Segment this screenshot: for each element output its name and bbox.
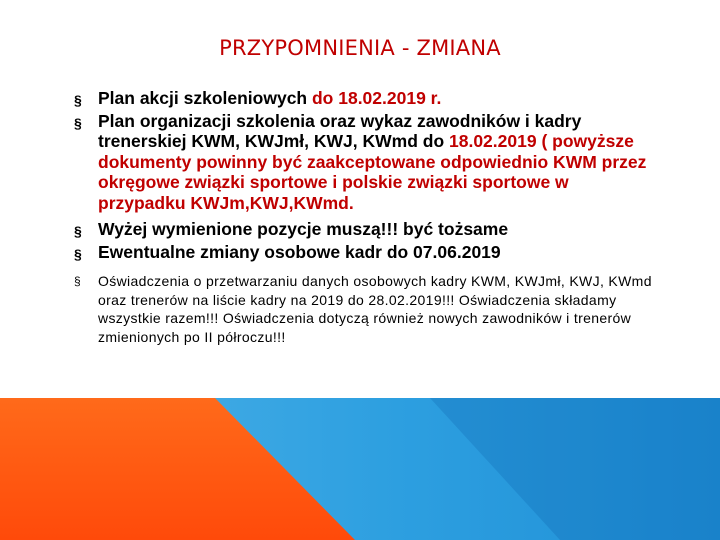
decorative-bottom-band [0, 398, 720, 540]
slide-title: PRZYPOMNIENIA - ZMIANA [219, 36, 501, 60]
bullet-item-consistency [74, 219, 654, 240]
bullet-deadline: do 18.02.2019 r. [311, 88, 442, 108]
bullet-text: Wyżej wymienione pozycje muszą!!! być tożsame [98, 219, 509, 239]
bullet-text: Oświadczenia o przetwarzaniu danych osobowych kadry KWM, KWJmł, KWJ, KWmd oraz trenerów na liście kadry na 2019 do 28.02.2019!!! Oświadczenia składamy wszystkie razem!!! Oświadczenia dotyczą również nowych zawodników i trenerów zmienionych po II półroczu!!! [98, 273, 652, 345]
bullet-item-training-plan [74, 88, 654, 109]
bullet-text: Plan organizacji szkolenia oraz wykaz zawodników i kadry trenerskiej KWM, KWJmł, KWJ, KWmd do [98, 110, 582, 151]
bullet-text: Ewentualne zmiany osobowe kadr do 07.06.2019 [98, 241, 501, 262]
bullet-marker-icon: § [74, 274, 82, 288]
bullet-item-organization-plan [74, 111, 654, 214]
bullet-text: Plan akcji szkoleniowych [98, 88, 312, 108]
bullet-deadline: 18.02.2019 ( powyższe dokumenty powinny być zaakceptowane odpowiednio KWM przez okręgowe związki sportowe i polskie związki sportowe w przypadku KWJm,KWJ,KWmd. [98, 131, 647, 213]
bullet-list [74, 88, 654, 346]
bullet-marker-icon: § [74, 114, 82, 131]
bullet-marker-icon: § [74, 223, 82, 239]
bullet-item-staff-changes [74, 242, 654, 263]
bullet-marker-icon: § [74, 245, 82, 262]
bullet-marker-icon: § [74, 92, 82, 108]
bullet-item-data-declarations [74, 272, 654, 346]
